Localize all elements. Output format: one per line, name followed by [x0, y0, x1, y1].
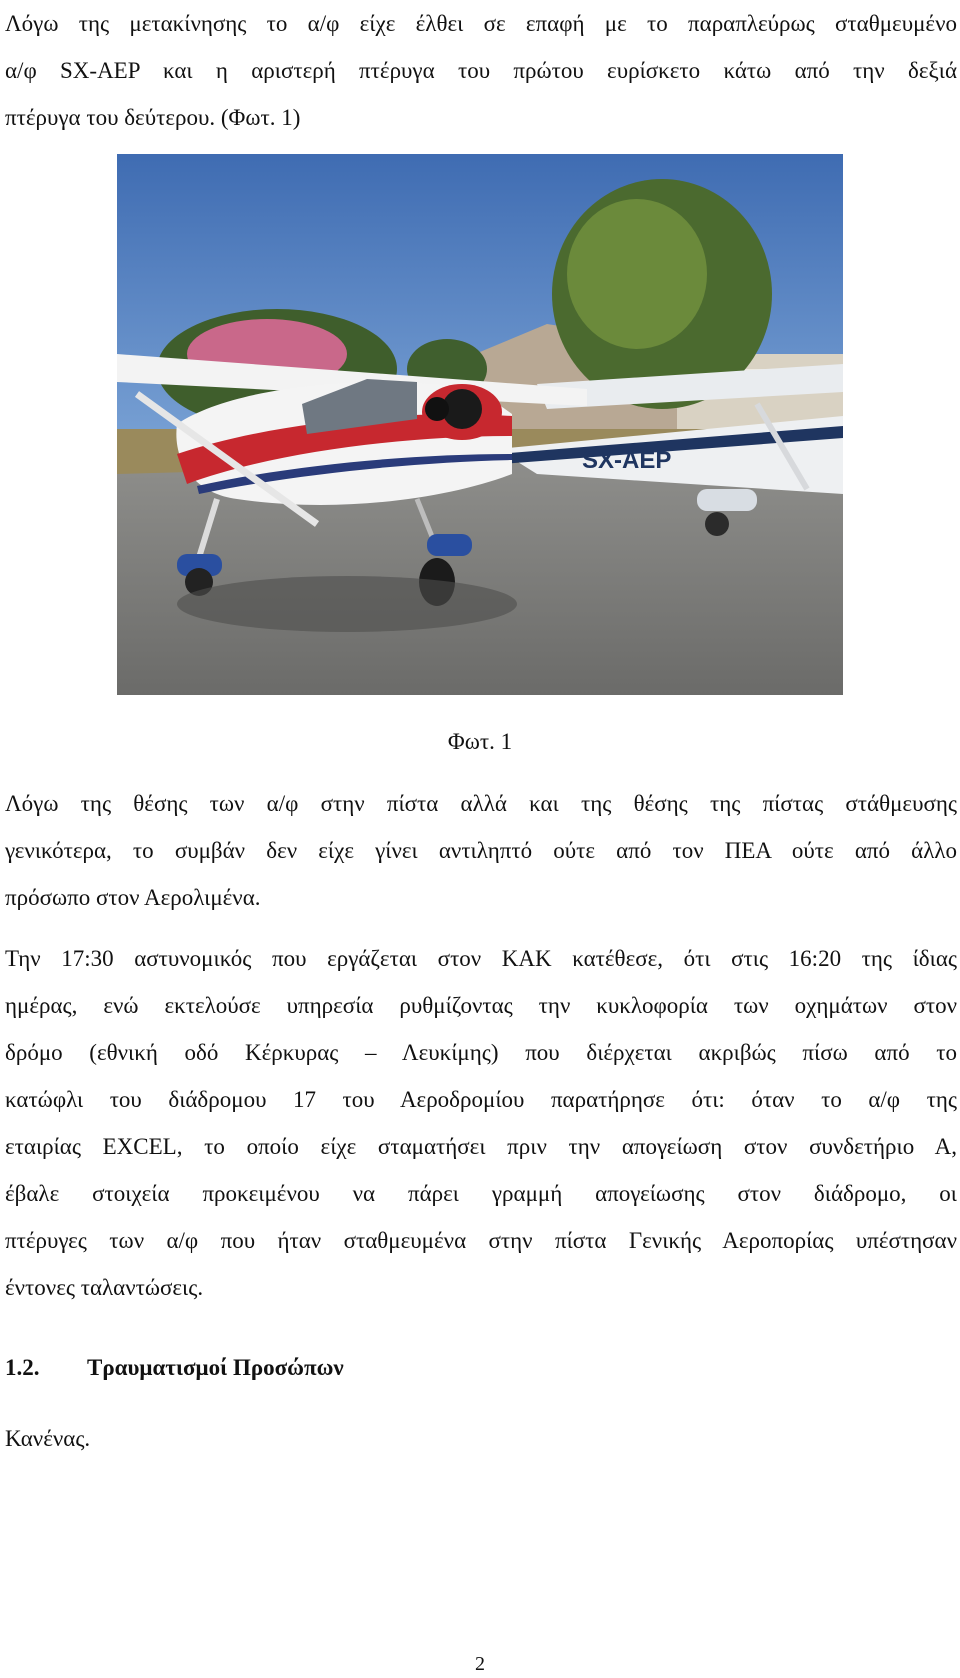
section-number: 1.2.: [5, 1355, 40, 1380]
paragraph-line: πτέρυγες των α/φ που ήταν σταθμευμένα στην πίστα Γενικής Αεροπορίας υπέστησαν: [5, 1228, 957, 1253]
paragraph-2: [5, 780, 957, 921]
paragraph-line: πρόσωπο στον Αερολιμένα.: [5, 885, 261, 910]
paragraph-line: ημέρας, ενώ εκτελούσε υπηρεσία ρυθμίζοντας την κυκλοφορία των οχημάτων στον: [5, 993, 957, 1018]
photo-caption: Φωτ. 1: [447, 729, 513, 754]
paragraph-line: έβαλε στοιχεία προκειμένου να πάρει γραμμή απογείωσης στον διάδρομο, οι: [5, 1181, 957, 1206]
paragraph-4: [5, 1415, 957, 1462]
paragraph-line: εταιρίας EXCEL, το οποίο είχε σταματήσει πριν την απογείωση στον συνδετήριο Α,: [5, 1134, 957, 1159]
paragraph-line: α/φ SX-AEP και η αριστερή πτέρυγα του πρώτου ευρίσκετο κάτω από την δεξιά: [5, 58, 957, 83]
paragraph-line: Κανένας.: [5, 1426, 91, 1451]
paragraph-line: Λόγω της μετακίνησης το α/φ είχε έλθει σε επαφή με το παραπλεύρως σταθμευμένο: [5, 11, 957, 36]
paragraph-line: Λόγω της θέσης των α/φ στην πίστα αλλά και της θέσης της πίστας στάθμευσης: [5, 791, 957, 816]
registration-text: SX-AEP: [582, 447, 672, 474]
paragraph-line: έντονες ταλαντώσεις.: [5, 1275, 204, 1300]
page-number: 2: [475, 1653, 485, 1675]
paragraph-line: κατώφλι του διάδρομου 17 του Αεροδρομίου παρατήρησε ότι: όταν το α/φ της: [5, 1087, 957, 1112]
paragraph-line: πτέρυγα του δεύτερου. (Φωτ. 1): [5, 105, 301, 130]
section-heading: [5, 1348, 344, 1388]
section-title: Τραυματισμοί Προσώπων: [87, 1355, 344, 1380]
aircraft-photo: [117, 154, 843, 695]
paragraph-line: Την 17:30 αστυνομικός που εργάζεται στον ΚΑΚ κατέθεσε, ότι στις 16:20 της ίδιας: [5, 946, 957, 971]
paragraph-line: δρόμο (εθνική οδό Κέρκυρας – Λευκίμης) που διέρχεται ακριβώς πίσω από το: [5, 1040, 957, 1065]
paragraph-3: [5, 935, 957, 1311]
paragraph-line: γενικότερα, το συμβάν δεν είχε γίνει αντιληπτό ούτε από τον ΠΕΑ ούτε από άλλο: [5, 838, 957, 863]
paragraph-1: [5, 0, 957, 141]
